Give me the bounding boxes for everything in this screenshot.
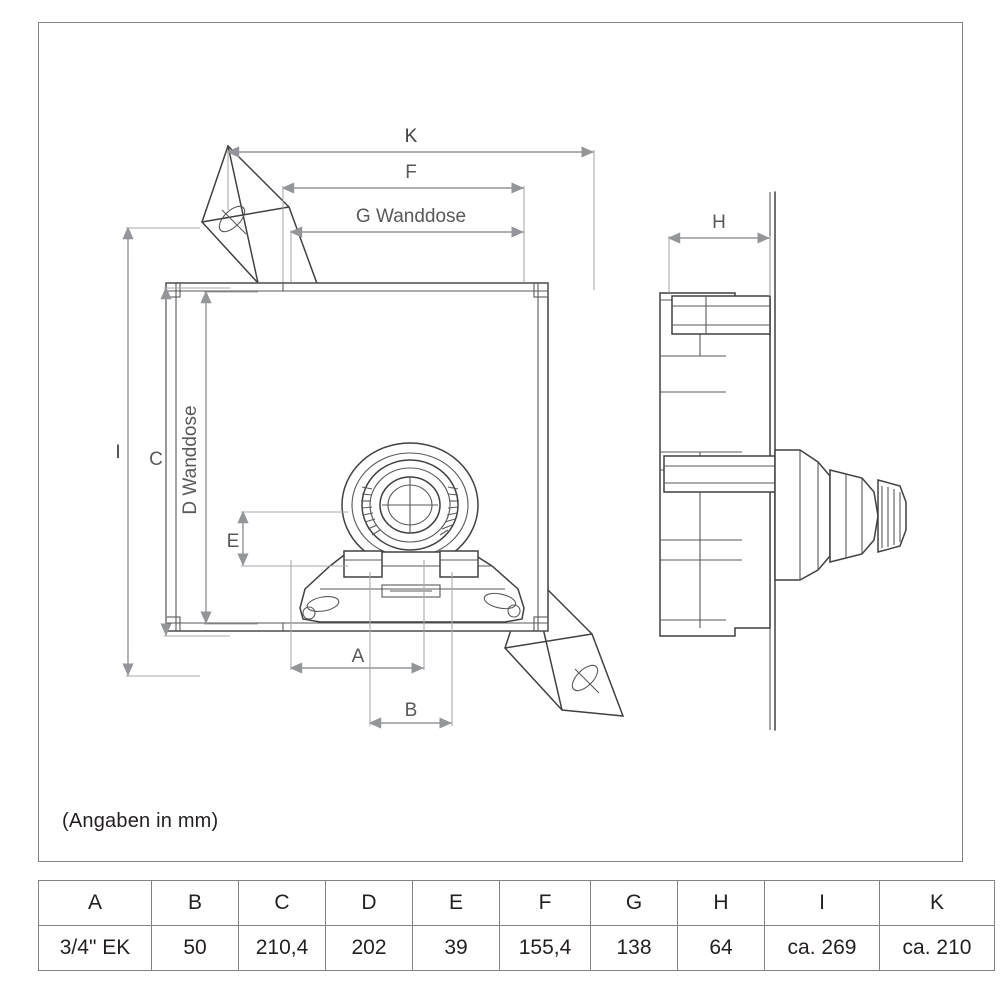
table-row: [39, 926, 995, 971]
side-view-group: [660, 192, 906, 730]
mounting-bracket-top: [202, 146, 319, 289]
table-cell-b: 50: [152, 926, 239, 971]
table-cell-i: ca. 269: [765, 926, 880, 971]
table-header-b: B: [152, 881, 239, 926]
dimension-label-C: C: [149, 449, 163, 470]
table-cell-h: 64: [678, 926, 765, 971]
table-cell-f: 155,4: [500, 926, 591, 971]
table-header-h: H: [678, 881, 765, 926]
table-header-d: D: [326, 881, 413, 926]
units-note: (Angaben in mm): [62, 810, 219, 832]
dimension-label-D: D Wanddose: [180, 405, 201, 515]
table-header-row: [39, 881, 995, 926]
dimension-label-F: F: [405, 162, 417, 183]
dimension-label-E: E: [226, 531, 240, 552]
table-cell-g: 138: [591, 926, 678, 971]
table-header-e: E: [413, 881, 500, 926]
dimension-label-B: B: [404, 700, 418, 721]
dimension-H: [669, 212, 770, 296]
dimension-G: [291, 206, 524, 282]
side-top-sleeve: [672, 296, 770, 334]
dimension-label-A: A: [351, 646, 365, 667]
table-cell-e: 39: [413, 926, 500, 971]
table-header-a: A: [39, 881, 152, 926]
side-spout: [775, 450, 906, 580]
table-cell-d: 202: [326, 926, 413, 971]
dimension-table: [38, 880, 995, 971]
dimension-label-H: H: [712, 212, 726, 233]
dimension-label-G: G Wanddose: [355, 206, 467, 227]
table-header-c: C: [239, 881, 326, 926]
table-header-k: K: [880, 881, 995, 926]
table-cell-k: ca. 210: [880, 926, 995, 971]
dimension-label-K: K: [404, 126, 418, 147]
dimension-label-I: I: [115, 442, 121, 463]
faucet-body: [342, 443, 478, 567]
table-header-f: F: [500, 881, 591, 926]
table-cell-a: 3/4" EK: [39, 926, 152, 971]
table-header-i: I: [765, 881, 880, 926]
side-mid-arm: [664, 456, 775, 492]
table-cell-c: 210,4: [239, 926, 326, 971]
table-header-g: G: [591, 881, 678, 926]
